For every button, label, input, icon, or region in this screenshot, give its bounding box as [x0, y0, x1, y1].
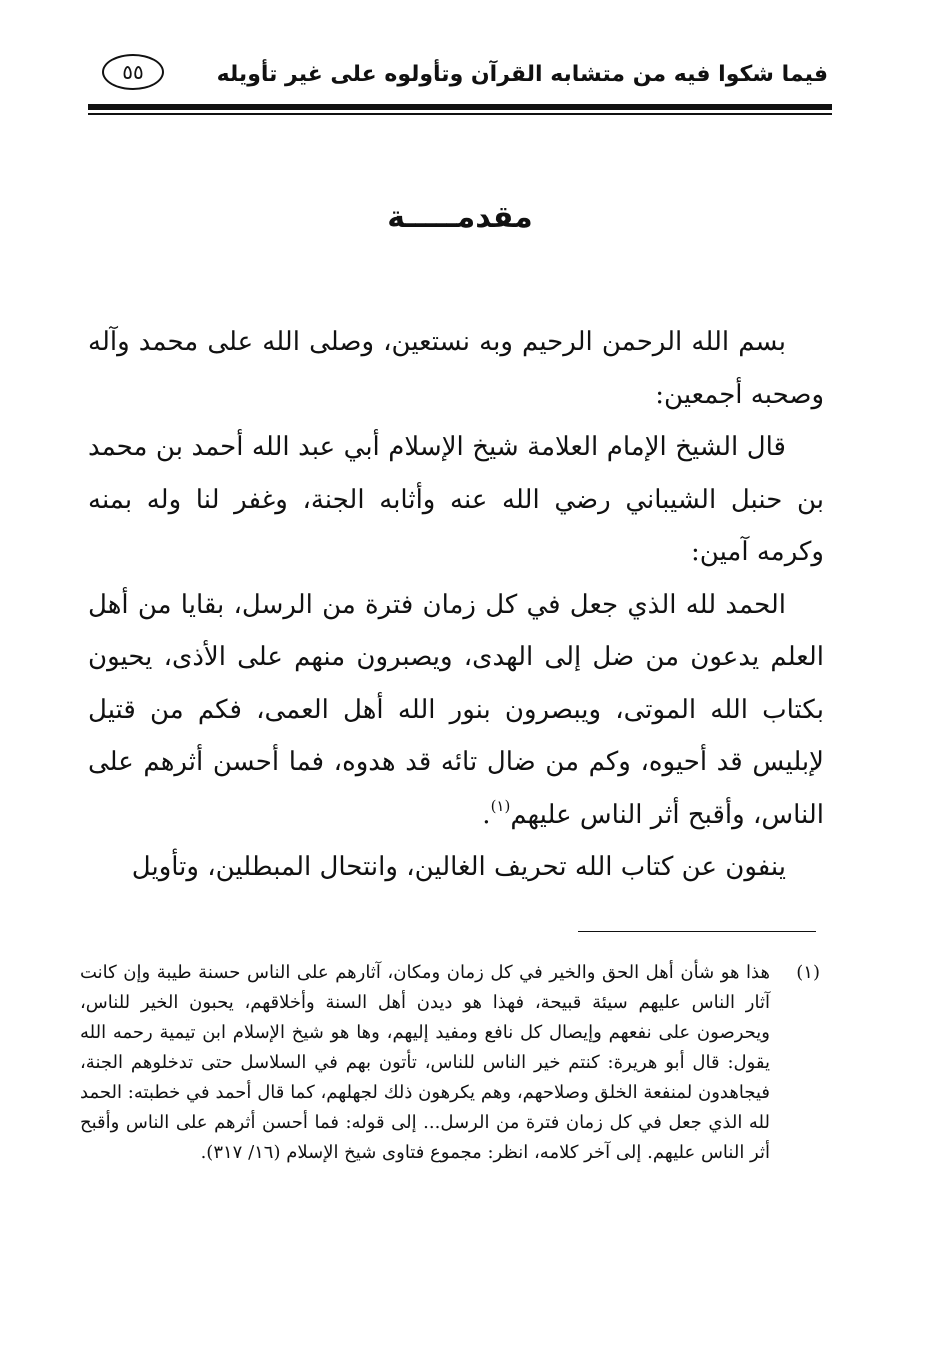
page-number: ٥٥ [102, 54, 164, 90]
paragraph-praise-text: الحمد لله الذي جعل في كل زمان فترة من الرسل، بقايا من أهل العلم يدعون من ضل إلى الهدى، ويصبرون منهم على الأذى، يحيون بكتاب الله الموتى، ويبصرون بنور الله أهل العمى، فكم من قتيل لإبليس قد أحيوه، وكم من ضال تائه قد هدوه، فما أحسن أثرهم على الناس، وأقبح أثر الناس عليهم [88, 589, 824, 830]
footnote-text: هذا هو شأن أهل الحق والخير في كل زمان ومكان، آثارهم على الناس حسنة طيبة وإن كانت آثار الناس عليهم سيئة قبيحة، فهذا هو ديدن أهل السنة وأخلاقهم، يحبون الخير للناس، ويحرصون على نفعهم وإيصال كل نافع ومفيد إليهم، وها هو شيخ الإسلام ابن تيمية رحمه الله يقول: قال أبو هريرة: كنتم خير الناس للناس، تأتون بهم في السلاسل حتى تدخلوهم الجنة، فيجاهدون لمنفعة الخلق وصلاحهم، وهم يكرهون ذلك لجهلهم، كما قال أحمد في خطبته: الحمد لله الذي جعل في كل زمان فترة من الرسل... إلى قوله: فما أحسن أثرهم على الناس وأقبح أثر الناس عليهم. إلى آخر كلامه، انظر: مجموع فتاوى شيخ الإسلام (١٦/ ٣١٧). [80, 962, 770, 1163]
paragraph-praise [88, 579, 824, 842]
page-header [88, 52, 832, 96]
main-text [88, 316, 824, 894]
paragraph-basmala: بسم الله الرحمن الرحيم وبه نستعين، وصلى الله على محمد وآله وصحبه أجمعين: [88, 327, 824, 410]
footnote-item [80, 958, 820, 1168]
header-rule-thin [88, 113, 832, 115]
footnote-reference: (١) [490, 796, 511, 815]
footnote-marker: (١) [796, 962, 820, 983]
header-rule-thick [88, 104, 832, 110]
paragraph-author-intro: قال الشيخ الإمام العلامة شيخ الإسلام أبي عبد الله أحمد بن محمد بن حنبل الشيباني رضي الله عنه وأثابه الجنة، وغفر لنا وله بمنه وكرمه آمين: [88, 432, 824, 567]
paragraph-praise-end: . [482, 799, 491, 830]
footnote-separator [578, 931, 816, 932]
section-title: مقدمـــــة [387, 200, 533, 235]
footnotes [80, 958, 820, 1168]
paragraph-continuation: ينفون عن كتاب الله تحريف الغالين، وانتحال المبطلين، وتأويل [131, 852, 786, 882]
running-title: فيما شكوا فيه من متشابه القرآن وتأولوه على غير تأويله [216, 62, 828, 87]
